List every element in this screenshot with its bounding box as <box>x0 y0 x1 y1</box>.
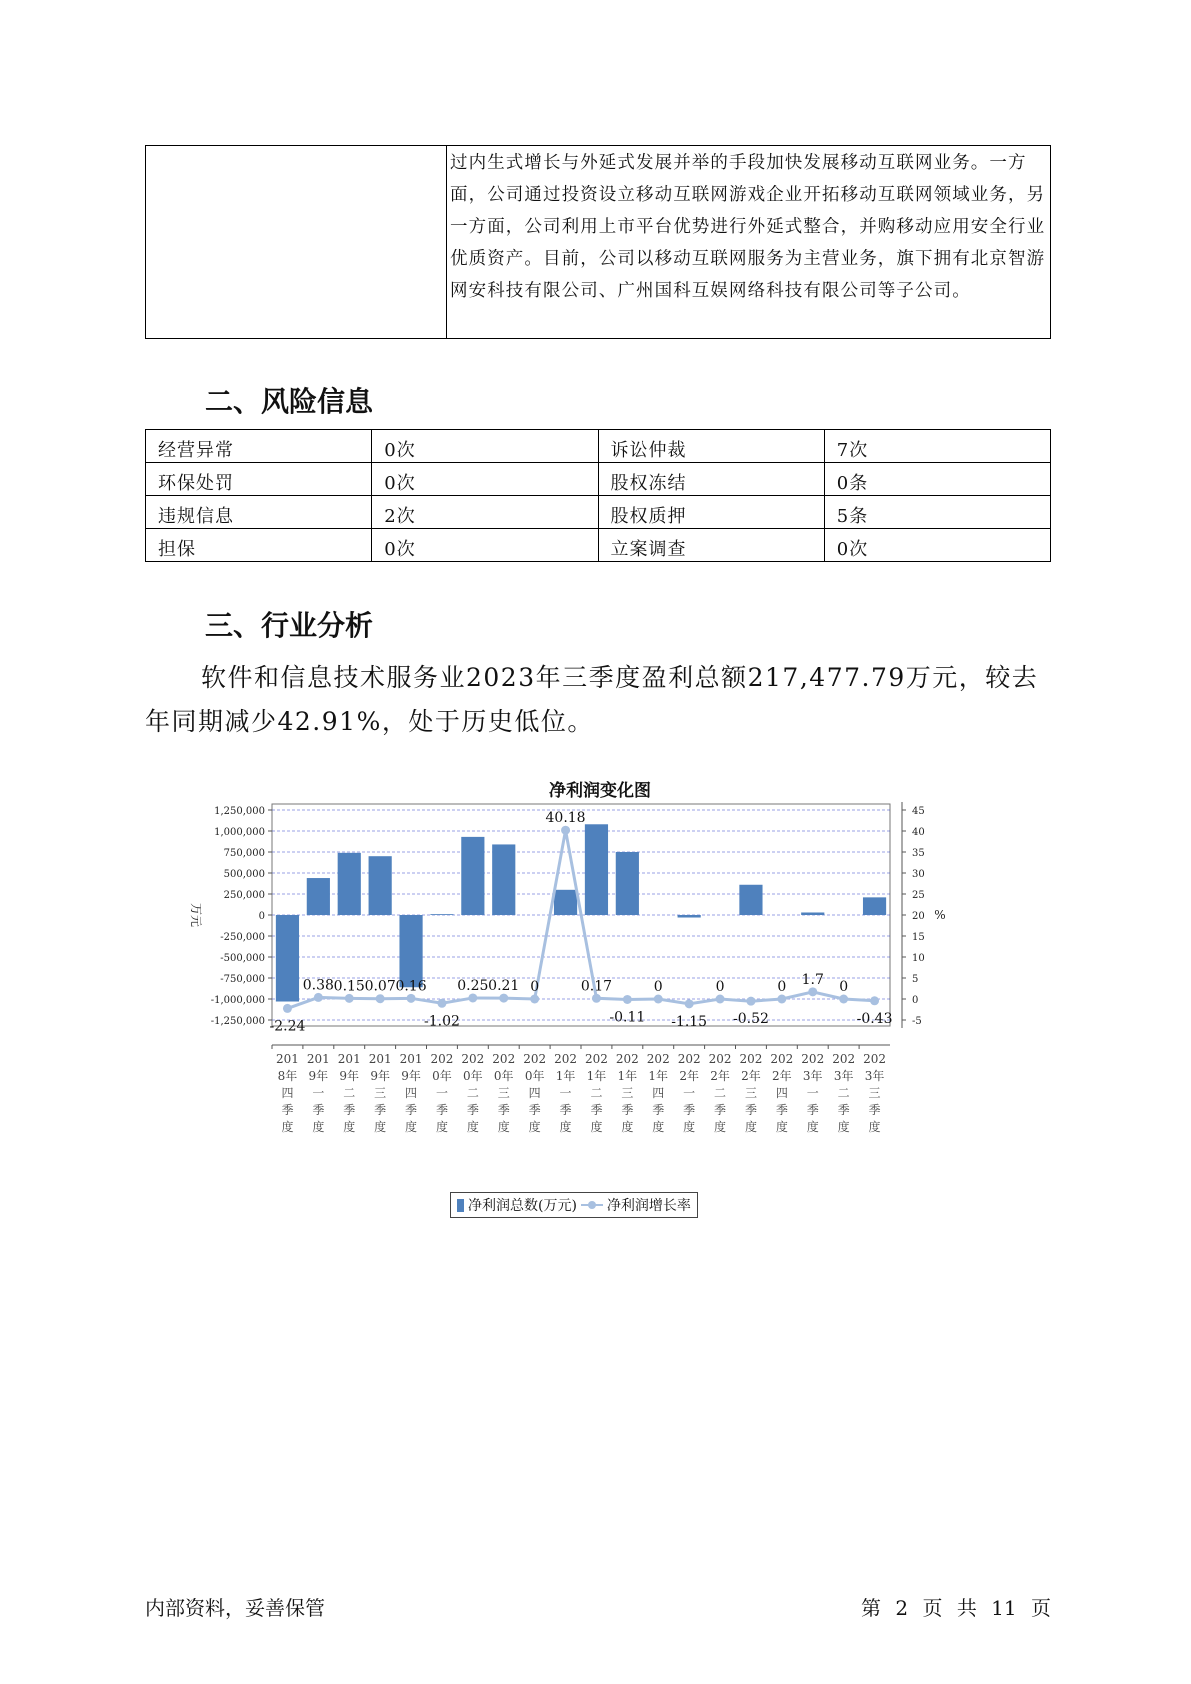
section-heading-risk: 二、风险信息 <box>205 385 374 418</box>
x-tick-label: 度 <box>868 1120 881 1134</box>
x-tick-label: 度 <box>281 1120 294 1134</box>
growth-rate-label: -0.43 <box>856 1010 893 1027</box>
y2-tick-label: 35 <box>912 848 925 859</box>
growth-rate-point <box>283 1004 292 1013</box>
y2-tick-label: 5 <box>912 974 919 985</box>
x-tick-label: 季 <box>744 1103 757 1117</box>
x-tick-label: 202 <box>615 1052 639 1066</box>
legend-bar-swatch <box>457 1199 464 1212</box>
x-tick-label: 0年 <box>493 1069 514 1083</box>
footer-page-number: 第 2 页 共 11 页 <box>861 1596 1051 1620</box>
x-tick-label: 季 <box>281 1103 294 1117</box>
x-tick-label: 三 <box>744 1086 757 1100</box>
growth-rate-label: 0.17 <box>580 978 613 995</box>
y-tick-label: -1,000,000 <box>210 995 265 1006</box>
risk-value: 0次 <box>824 529 1050 562</box>
x-tick-label: 度 <box>528 1120 541 1134</box>
growth-rate-point <box>808 987 817 996</box>
x-tick-label: 一 <box>806 1086 819 1100</box>
y2-tick-label: 15 <box>912 932 925 943</box>
x-tick-label: 季 <box>466 1103 479 1117</box>
table-row <box>146 529 1051 562</box>
bar <box>276 915 299 1002</box>
x-tick-label: 3年 <box>864 1069 885 1083</box>
x-tick-label: 度 <box>714 1120 727 1134</box>
risk-value: 0次 <box>372 430 598 463</box>
risk-label: 经营异常 <box>146 430 372 463</box>
growth-rate-point <box>437 999 446 1008</box>
intro-right-cell <box>447 146 1051 339</box>
x-tick-label: 度 <box>837 1120 850 1134</box>
x-tick-label: 0年 <box>432 1069 452 1083</box>
growth-rate-label: 0.25 <box>457 977 489 994</box>
y2-tick-label: 45 <box>912 806 925 817</box>
y-tick-label: -250,000 <box>220 932 265 943</box>
x-tick-label: 度 <box>343 1120 356 1134</box>
table-row <box>146 496 1051 529</box>
growth-rate-point <box>468 993 477 1002</box>
legend-label-bar: 净利润总数(万元) <box>468 1198 577 1214</box>
y-tick-label: -500,000 <box>220 953 265 964</box>
bar <box>585 824 608 915</box>
y2-tick-label: -5 <box>912 1016 922 1027</box>
x-tick-label: 度 <box>559 1120 572 1134</box>
bar <box>399 915 422 987</box>
legend-label-line: 净利润增长率 <box>606 1198 691 1214</box>
y-tick-label: 1,250,000 <box>214 806 265 817</box>
x-tick-label: 季 <box>374 1103 387 1117</box>
growth-rate-point <box>561 826 570 835</box>
x-tick-label: 0年 <box>463 1069 483 1083</box>
growth-rate-label: 40.18 <box>545 810 586 827</box>
x-tick-label: 季 <box>775 1103 788 1117</box>
x-tick-label: 8年 <box>277 1069 298 1083</box>
x-tick-label: 1年 <box>648 1069 669 1083</box>
risk-label: 诉讼仲裁 <box>598 430 824 463</box>
x-tick-label: 202 <box>863 1052 887 1066</box>
bar <box>678 915 701 918</box>
x-tick-label: 3年 <box>833 1069 854 1083</box>
x-tick-label: 度 <box>374 1120 387 1134</box>
growth-rate-point <box>623 995 632 1004</box>
bar <box>863 897 886 915</box>
x-tick-label: 季 <box>683 1103 696 1117</box>
growth-rate-point <box>685 999 694 1008</box>
x-tick-label: 季 <box>528 1103 541 1117</box>
growth-rate-label: 0.21 <box>488 978 520 995</box>
growth-rate-point <box>654 995 663 1004</box>
chart-svg <box>180 770 1020 1190</box>
growth-rate-label: 0.15 <box>333 978 365 995</box>
y2-tick-label: 20 <box>912 911 925 922</box>
chart-legend <box>450 1192 698 1218</box>
y-tick-label: 0 <box>258 911 265 922</box>
bar <box>338 853 361 915</box>
growth-rate-label: 0.07 <box>364 978 396 995</box>
section-heading-industry: 三、行业分析 <box>205 609 374 642</box>
growth-rate-point <box>314 993 323 1002</box>
y-tick-label: -750,000 <box>220 974 265 985</box>
x-tick-label: 202 <box>770 1052 794 1066</box>
legend-line-swatch <box>581 1200 603 1210</box>
x-tick-label: 9年 <box>401 1069 421 1083</box>
x-tick-label: 2年 <box>772 1069 792 1083</box>
growth-rate-label: 0.38 <box>302 977 334 994</box>
y-tick-label: 1,000,000 <box>214 827 265 838</box>
chart-title: 净利润变化图 <box>549 781 651 801</box>
growth-rate-point <box>345 994 354 1003</box>
x-tick-label: 二 <box>466 1086 479 1100</box>
x-tick-label: 四 <box>528 1086 541 1100</box>
bar <box>739 885 762 915</box>
y2-tick-label: 30 <box>912 869 925 880</box>
x-tick-label: 度 <box>590 1120 603 1134</box>
growth-rate-point <box>407 994 416 1003</box>
x-tick-label: 201 <box>306 1052 330 1066</box>
x-tick-label: 一 <box>312 1086 325 1100</box>
x-tick-label: 202 <box>739 1052 763 1066</box>
x-tick-label: 三 <box>374 1086 387 1100</box>
risk-value: 7次 <box>824 430 1050 463</box>
y-tick-label: 750,000 <box>223 848 265 859</box>
x-tick-label: 季 <box>312 1103 325 1117</box>
x-tick-label: 三 <box>621 1086 634 1100</box>
x-tick-label: 202 <box>492 1052 516 1066</box>
x-tick-label: 度 <box>435 1120 448 1134</box>
x-tick-label: 201 <box>275 1052 299 1066</box>
x-tick-label: 1年 <box>617 1069 638 1083</box>
intro-table <box>145 145 1051 339</box>
intro-left-cell <box>146 146 447 339</box>
x-tick-label: 季 <box>559 1103 572 1117</box>
x-tick-label: 季 <box>714 1103 727 1117</box>
x-tick-label: 季 <box>435 1103 448 1117</box>
risk-value: 5条 <box>824 496 1050 529</box>
y-tick-label: 250,000 <box>223 890 265 901</box>
x-tick-label: 2年 <box>710 1069 730 1083</box>
growth-rate-point <box>499 994 508 1003</box>
x-tick-label: 季 <box>497 1103 510 1117</box>
bar <box>461 837 484 915</box>
x-tick-label: 201 <box>399 1052 423 1066</box>
growth-rate-label: 1.7 <box>801 971 824 988</box>
table-row <box>146 463 1051 496</box>
bar <box>554 890 577 915</box>
risk-label: 担保 <box>146 529 372 562</box>
y2-tick-label: 25 <box>912 890 925 901</box>
x-tick-label: 202 <box>832 1052 856 1066</box>
y2-axis-label: % <box>934 908 946 922</box>
growth-rate-label: 0 <box>653 979 663 995</box>
x-tick-label: 度 <box>466 1120 479 1134</box>
x-tick-label: 度 <box>775 1120 788 1134</box>
x-tick-label: 9年 <box>370 1069 390 1083</box>
x-tick-label: 季 <box>590 1103 603 1117</box>
x-tick-label: 2年 <box>679 1069 699 1083</box>
bar <box>430 914 453 915</box>
x-tick-label: 度 <box>652 1120 665 1134</box>
x-tick-label: 季 <box>868 1103 881 1117</box>
y-tick-label: 500,000 <box>223 869 265 880</box>
x-tick-label: 3年 <box>802 1069 823 1083</box>
x-tick-label: 度 <box>744 1120 757 1134</box>
risk-table <box>145 429 1051 562</box>
x-tick-label: 季 <box>806 1103 819 1117</box>
x-tick-label: 2年 <box>741 1069 761 1083</box>
growth-rate-label: -2.24 <box>269 1018 306 1035</box>
y-axis-label: 万元 <box>189 902 203 928</box>
x-tick-label: 202 <box>554 1052 578 1066</box>
growth-rate-label: 0 <box>839 979 849 995</box>
risk-label: 股权质押 <box>598 496 824 529</box>
growth-rate-label: -1.02 <box>423 1013 460 1030</box>
risk-value: 0次 <box>372 529 598 562</box>
x-tick-label: 二 <box>837 1086 850 1100</box>
x-tick-label: 1年 <box>555 1069 576 1083</box>
industry-paragraph: 软件和信息技术服务业2023年三季度盈利总额217,477.79万元，较去年同期减少42.91%，处于历史低位。 <box>145 663 1039 736</box>
growth-rate-label: -0.11 <box>609 1009 646 1026</box>
x-tick-label: 度 <box>312 1120 325 1134</box>
bar <box>801 912 824 915</box>
net-profit-chart <box>180 770 1020 1230</box>
x-tick-label: 季 <box>343 1103 356 1117</box>
x-tick-label: 季 <box>405 1103 418 1117</box>
risk-value: 0次 <box>372 463 598 496</box>
risk-label: 立案调查 <box>598 529 824 562</box>
growth-rate-label: 0 <box>777 979 787 995</box>
y2-tick-label: 40 <box>912 827 925 838</box>
table-row <box>146 430 1051 463</box>
footer-confidential: 内部资料，妥善保管 <box>145 1596 325 1620</box>
x-tick-label: 度 <box>405 1120 418 1134</box>
growth-rate-label: -0.52 <box>732 1011 769 1028</box>
growth-rate-point <box>777 995 786 1004</box>
x-tick-label: 度 <box>621 1120 634 1134</box>
growth-rate-point <box>592 994 601 1003</box>
x-tick-label: 201 <box>368 1052 392 1066</box>
growth-rate-label: 0 <box>530 979 540 995</box>
growth-rate-label: 0.16 <box>395 978 427 995</box>
bar <box>369 856 392 915</box>
x-tick-label: 9年 <box>339 1069 360 1083</box>
x-tick-label: 二 <box>590 1086 603 1100</box>
growth-rate-point <box>376 994 385 1003</box>
growth-rate-point <box>870 996 879 1005</box>
risk-label: 股权冻结 <box>598 463 824 496</box>
bar <box>492 844 515 915</box>
x-tick-label: 度 <box>497 1120 510 1134</box>
y-tick-label: -1,250,000 <box>210 1016 265 1027</box>
x-tick-label: 四 <box>281 1086 294 1100</box>
x-tick-label: 季 <box>621 1103 634 1117</box>
intro-text: 过内生式增长与外延式发展并举的手段加快发展移动互联网业务。一方面，公司通过投资设立移动互联网游戏企业开拓移动互联网领域业务，另一方面，公司利用上市平台优势进行外延式整合，并购移动应用安全行业优质资产。目前，公司以移动互联网服务为主营业务，旗下拥有北京智游网安科技有限公司、广州国科互娱网络科技有限公司等子公司。 <box>450 153 1046 301</box>
x-tick-label: 三 <box>868 1086 881 1100</box>
growth-rate-label: 0 <box>715 979 725 995</box>
risk-label: 违规信息 <box>146 496 372 529</box>
x-tick-label: 201 <box>337 1052 361 1066</box>
risk-value: 2次 <box>372 496 598 529</box>
x-tick-label: 四 <box>775 1086 788 1100</box>
x-tick-label: 季 <box>652 1103 665 1117</box>
x-tick-label: 9年 <box>308 1069 329 1083</box>
y2-tick-label: 10 <box>912 953 925 964</box>
x-tick-label: 202 <box>708 1052 732 1066</box>
bar <box>307 878 330 915</box>
x-tick-label: 二 <box>343 1086 356 1100</box>
x-tick-label: 0年 <box>524 1069 545 1083</box>
x-tick-label: 一 <box>559 1086 572 1100</box>
x-tick-label: 202 <box>801 1052 825 1066</box>
risk-value: 0条 <box>824 463 1050 496</box>
x-tick-label: 季 <box>837 1103 850 1117</box>
y2-tick-label: 0 <box>912 995 919 1006</box>
x-tick-label: 二 <box>714 1086 727 1100</box>
x-tick-label: 四 <box>405 1086 418 1100</box>
risk-label: 环保处罚 <box>146 463 372 496</box>
x-tick-label: 202 <box>430 1052 454 1066</box>
x-tick-label: 三 <box>497 1086 510 1100</box>
x-tick-label: 一 <box>683 1086 696 1100</box>
x-tick-label: 度 <box>806 1120 819 1134</box>
x-tick-label: 度 <box>683 1120 696 1134</box>
x-tick-label: 202 <box>646 1052 670 1066</box>
x-tick-label: 四 <box>652 1086 665 1100</box>
x-tick-label: 202 <box>677 1052 701 1066</box>
growth-rate-point <box>746 997 755 1006</box>
growth-rate-point <box>716 995 725 1004</box>
growth-rate-point <box>839 995 848 1004</box>
growth-rate-point <box>530 995 539 1004</box>
bar <box>616 852 639 915</box>
x-tick-label: 1年 <box>586 1069 607 1083</box>
x-tick-label: 202 <box>461 1052 485 1066</box>
x-tick-label: 一 <box>435 1086 448 1100</box>
x-tick-label: 202 <box>584 1052 608 1066</box>
x-tick-label: 202 <box>523 1052 547 1066</box>
growth-rate-label: -1.15 <box>671 1013 708 1030</box>
